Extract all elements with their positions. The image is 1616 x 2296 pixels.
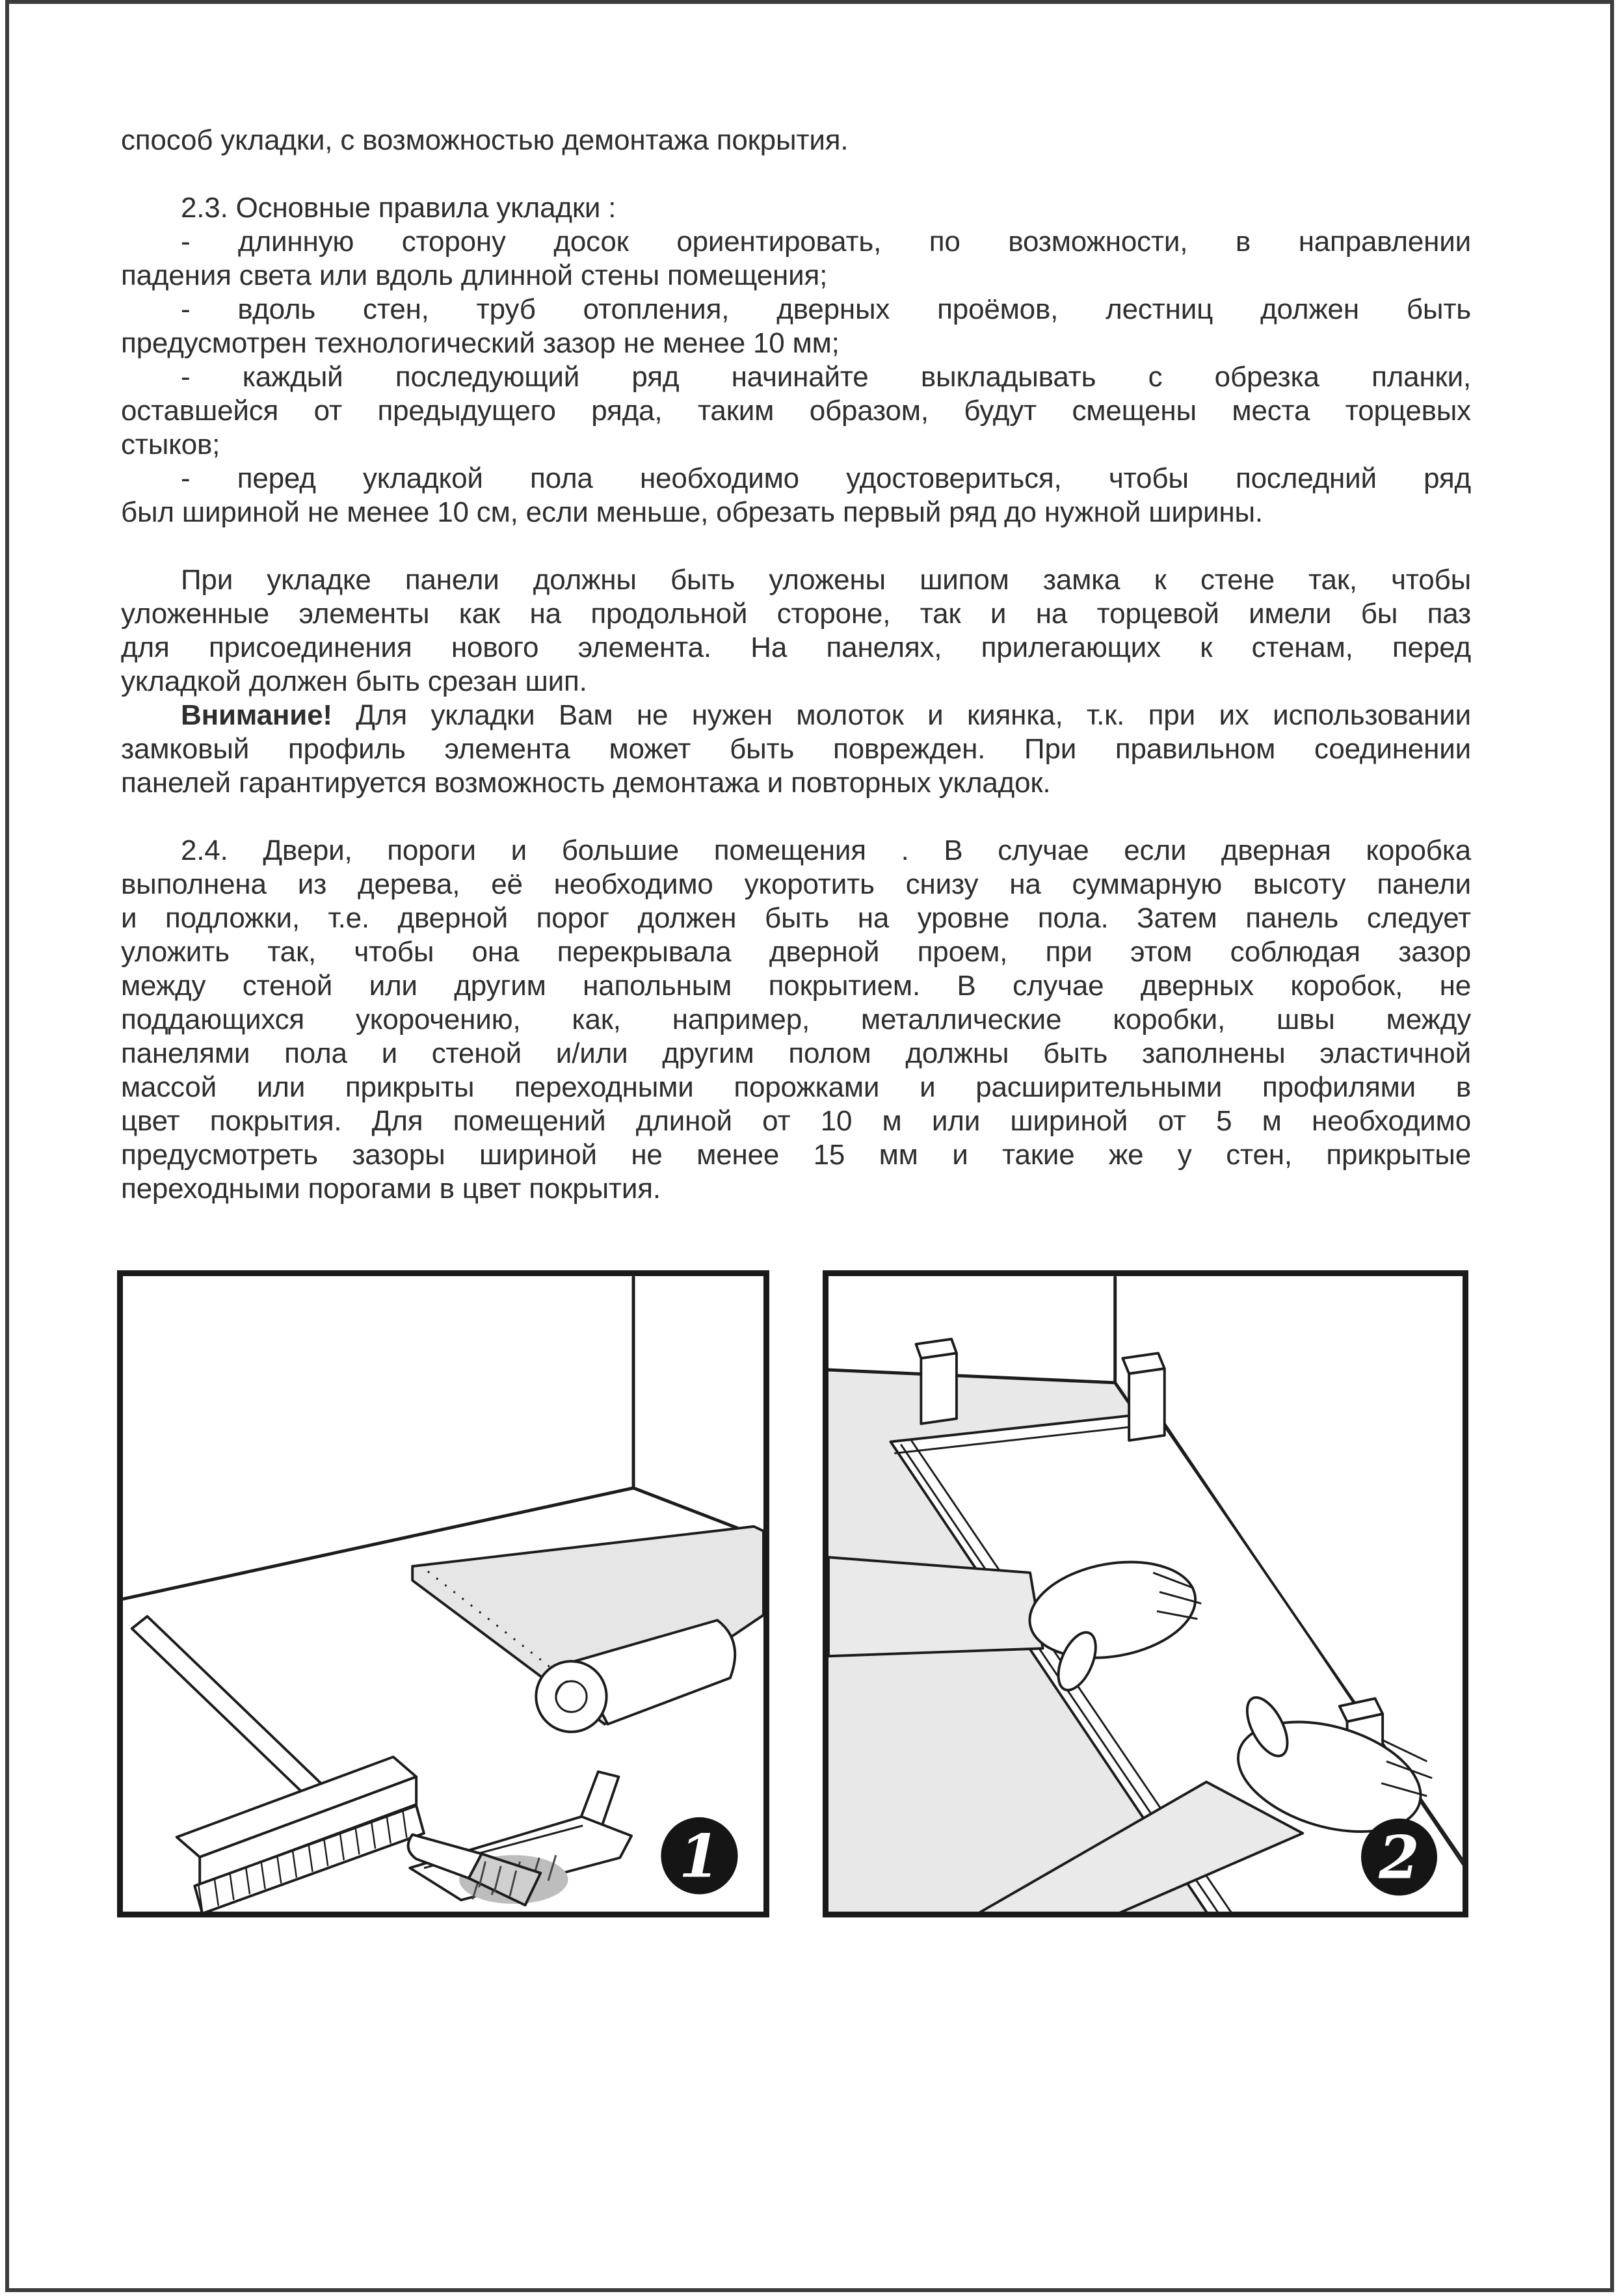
figure-2-laying-panel <box>823 1270 1468 1917</box>
paragraph-section-2-4-doors <box>121 834 1471 1206</box>
text-line: между стеной или другим напольным покрытием. В случае дверных коробок, не <box>121 970 1471 1002</box>
step-1-badge <box>661 1817 737 1894</box>
text-line: падения света или вдоль длинной стены помещения; <box>121 260 828 291</box>
underlay-roll-icon <box>412 1527 763 1732</box>
text-line: поддающихся укорочению, как, например, металлические коробки, швы между <box>121 1004 1471 1035</box>
text-line: При укладке панели должны быть уложены шипом замка к стене так, чтобы <box>181 564 1471 596</box>
step-2-badge <box>1361 1819 1437 1895</box>
attention-text: Для укладки Вам не нужен молоток и киянка, т.к. при их использовании <box>356 699 1471 731</box>
paragraph-rule-board-direction <box>121 225 1471 293</box>
text-line: массой или прикрыты переходными порожками и расширительными профилями в <box>121 1071 1471 1103</box>
section-heading: 2.4. Двери, пороги и большие помещения . В случае если дверная коробка <box>181 834 1471 866</box>
text-line: - длинную сторону досок ориентировать, по возможности, в направлении <box>181 226 1471 258</box>
paragraph-rule-tech-gap <box>121 293 1471 360</box>
text-line: оставшейся от предыдущего ряда, таким образом, будут смещены места торцевых <box>121 395 1471 427</box>
text-line: уложенные элементы как на продольной стороне, так и на торцевой имели бы паз <box>121 598 1471 630</box>
section-heading: 2.3. Основные правила укладки : <box>181 192 616 224</box>
step-2-number: 2 <box>1379 1823 1420 1893</box>
paragraph-laying-description <box>121 563 1471 699</box>
text-line: предусмотрен технологический зазор не менее 10 мм; <box>121 327 840 359</box>
text-line: переходными порогами в цвет покрытия. <box>121 1173 661 1205</box>
text-line: цвет покрытия. Для помещений длиной от 10 м или шириной от 5 м необходимо <box>121 1105 1471 1137</box>
text-line: укладкой должен быть срезан шип. <box>121 665 587 697</box>
attention-label: Внимание! <box>181 699 332 731</box>
text-line: и подложки, т.е. дверной порог должен быть на уровне пола. Затем панель следует <box>121 902 1471 934</box>
text-line: уложить так, чтобы она перекрывала дверной проем, при этом соблюдая зазор <box>121 936 1471 968</box>
push-broom-icon <box>132 1616 424 1912</box>
paragraph-gap <box>121 529 1471 563</box>
text-line: выполнена из дерева, её необходимо укоротить снизу на суммарную высоту панели <box>121 868 1471 900</box>
text-line: способ укладки, с возможностью демонтажа покрытия. <box>121 124 849 156</box>
text-line: - перед укладкой пола необходимо удостовериться, чтобы последний ряд <box>181 462 1471 494</box>
paragraph-intro-continuation <box>121 124 1471 157</box>
paragraph-rule-row-offset <box>121 360 1471 462</box>
text-line: стыков; <box>121 429 220 461</box>
paragraph-gap <box>121 800 1471 834</box>
text-line: был шириной не менее 10 см, если меньше, обрезать первый ряд до нужной ширины. <box>121 496 1263 528</box>
instruction-text <box>121 124 1471 1206</box>
text-line: предусмотреть зазоры шириной не менее 15 мм и такие же у стен, прикрытые <box>121 1139 1471 1171</box>
text-line <box>121 699 1471 732</box>
step-1-number: 1 <box>678 1822 721 1891</box>
figure-1-illustration <box>123 1276 763 1912</box>
text-line: - каждый последующий ряд начинайте выкладывать с обрезка планки, <box>181 361 1471 393</box>
paragraph-rule-last-row-width <box>121 462 1471 529</box>
figure-2-illustration <box>828 1276 1463 1912</box>
figure-1-preparation <box>117 1270 769 1917</box>
paragraph-attention-note <box>121 699 1471 800</box>
paragraph-section-2-3-heading <box>121 191 1471 225</box>
text-line: панелями пола и стеной и/или другим полом должны быть заполнены эластичной <box>121 1037 1471 1069</box>
text-line: замковый профиль элемента может быть поврежден. При правильном соединении <box>121 733 1471 765</box>
paragraph-gap <box>121 157 1471 191</box>
text-line: - вдоль стен, труб отопления, дверных проёмов, лестниц должен быть <box>181 293 1471 325</box>
text-line: панелей гарантируется возможность демонтажа и повторных укладок. <box>121 767 1051 799</box>
text-line: для присоединения нового элемента. На панелях, прилегающих к стенам, перед <box>121 632 1471 663</box>
